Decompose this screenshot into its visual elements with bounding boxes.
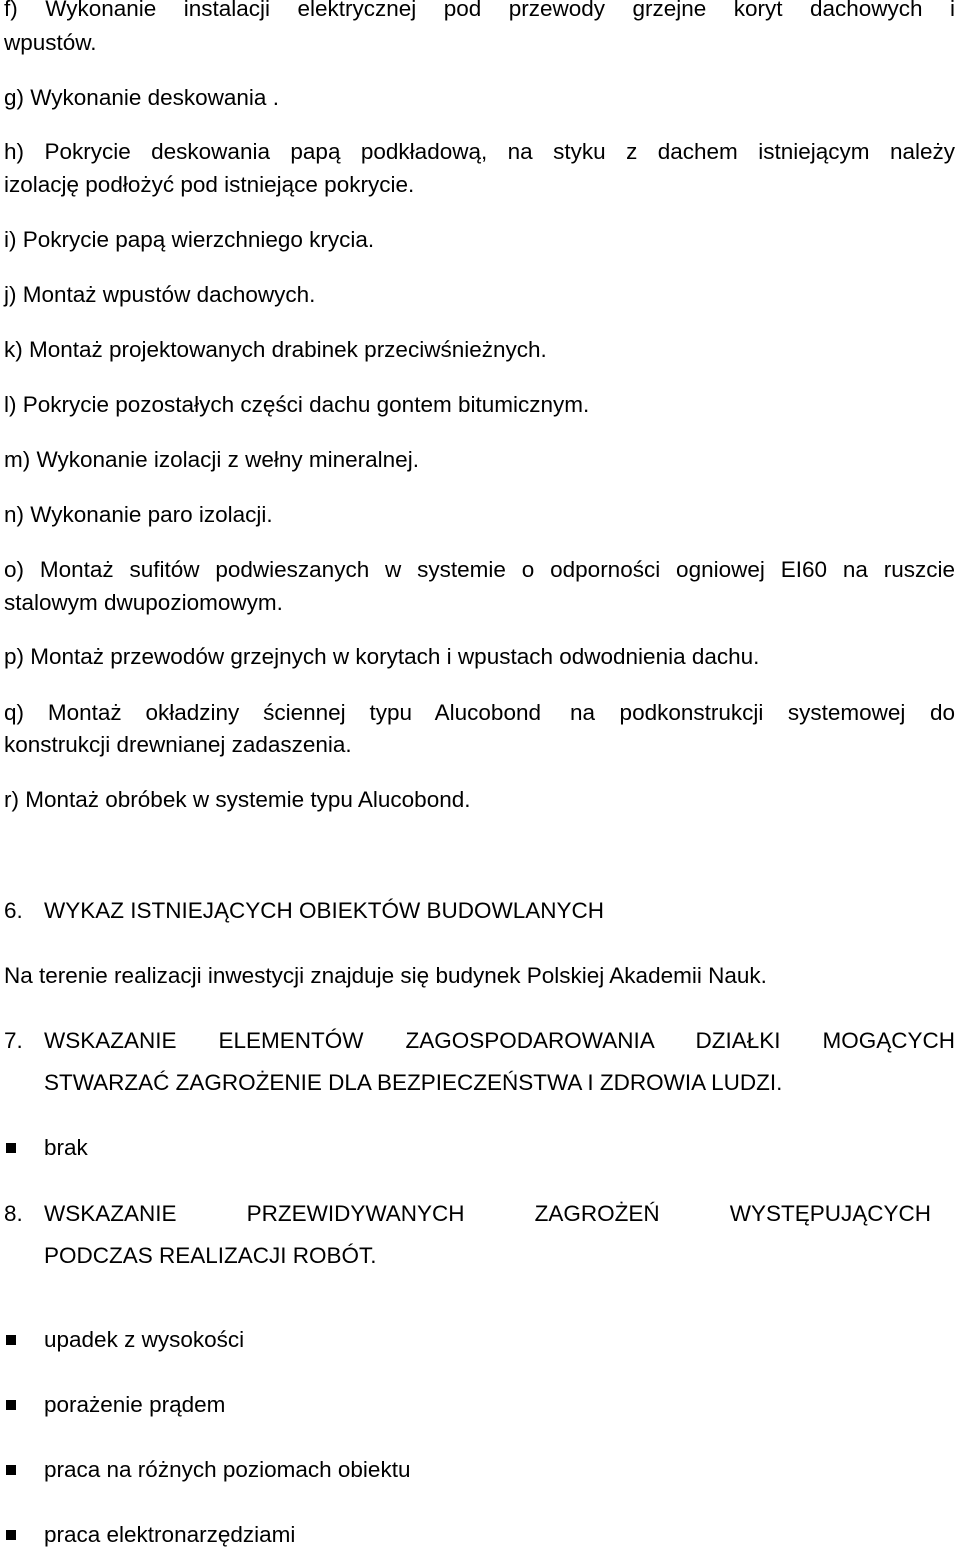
section-6-body: Na terenie realizacji inwestycji znajduje się budynek Polskiej Akademii Nauk. [4, 963, 767, 988]
list-item-o-line2: stalowym dwupoziomowym. [4, 590, 283, 615]
section-8-bullet-item: praca elektronarzędziami [44, 1522, 296, 1547]
section-8-bullet-item: praca na różnych poziomach obiektu [44, 1457, 411, 1482]
list-item-k: k) Montaż projektowanych drabinek przeciwśnieżnych. [4, 337, 547, 362]
list-item-n: n) Wykonanie paro izolacji. [4, 502, 273, 527]
list-item-f-line1: f) Wykonanie instalacji elektrycznej pod przewody grzejne koryt dachowych i [4, 0, 955, 21]
list-item-h-line2: izolację podłożyć pod istniejące pokrycie. [4, 172, 415, 197]
list-item-m: m) Wykonanie izolacji z wełny mineralnej. [4, 447, 419, 472]
list-item-i: i) Pokrycie papą wierzchniego krycia. [4, 227, 375, 252]
list-item-f-line2: wpustów. [4, 30, 97, 55]
bullet-square-icon [6, 1335, 16, 1345]
bullet-square-icon [6, 1530, 16, 1540]
bullet-square-icon [6, 1465, 16, 1475]
section-8-bullet-item: porażenie prądem [44, 1392, 226, 1417]
bullet-square-icon [6, 1400, 16, 1410]
list-item-j: j) Montaż wpustów dachowych. [4, 282, 316, 307]
list-item-g: g) Wykonanie deskowania . [4, 85, 279, 110]
section-8-bullet-item: upadek z wysokości [44, 1327, 245, 1352]
section-8-heading-line2: PODCZAS REALIZACJI ROBÓT. [44, 1243, 377, 1268]
list-item-r: r) Montaż obróbek w systemie typu Alucobond. [4, 787, 471, 812]
section-8-heading-line1: WSKAZANIE PRZEWIDYWANYCH ZAGROŻEŃ WYSTĘPUJĄCYCH [44, 1201, 931, 1226]
list-item-q-line2: konstrukcji drewnianej zadaszenia. [4, 732, 352, 757]
section-7-heading-line1: WSKAZANIE ELEMENTÓW ZAGOSPODAROWANIA DZIAŁKI MOGĄCYCH [44, 1028, 955, 1053]
list-item-l: l) Pokrycie pozostałych części dachu gontem bitumicznym. [4, 392, 590, 417]
section-7-heading-line2: STWARZAĆ ZAGROŻENIE DLA BEZPIECZEŃSTWA I ZDROWIA LUDZI. [44, 1070, 783, 1095]
section-6-heading: WYKAZ ISTNIEJĄCYCH OBIEKTÓW BUDOWLANYCH [44, 898, 605, 923]
list-item-h-line1: h) Pokrycie deskowania papą podkładową, na styku z dachem istniejącym należy [4, 139, 955, 164]
section-7-bullet-item: brak [44, 1135, 88, 1160]
section-8-number: 8. [4, 1201, 23, 1226]
section-6-number: 6. [4, 898, 23, 923]
list-item-q-line1-left: q) Montaż okładziny ściennej typu Alucobond [4, 700, 541, 725]
section-7-number: 7. [4, 1028, 23, 1053]
list-item-o-line1: o) Montaż sufitów podwieszanych w systemie o odporności ogniowej EI60 na ruszcie [4, 557, 955, 582]
list-item-p: p) Montaż przewodów grzejnych w korytach i wpustach odwodnienia dachu. [4, 644, 760, 669]
bullet-square-icon [6, 1143, 16, 1153]
list-item-q-line1-right: na podkonstrukcji systemowej do [570, 700, 955, 725]
